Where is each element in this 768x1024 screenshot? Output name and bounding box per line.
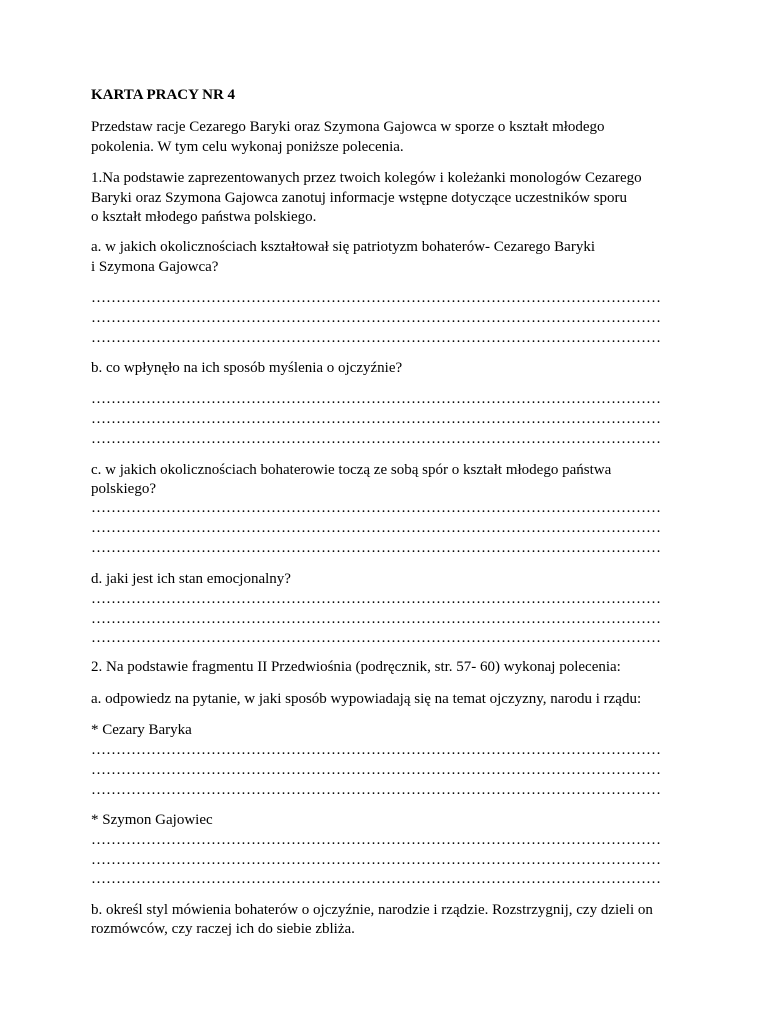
intro-line-1: Przedstaw racje Cezarego Baryki oraz Szymona Gajowca w sporze o kształt młodego [91, 119, 605, 135]
answer-line: …………………………………………………………………………………………………… [91, 762, 661, 778]
answer-line: …………………………………………………………………………………………………… [91, 630, 661, 646]
answer-line: …………………………………………………………………………………………………… [91, 591, 661, 607]
answer-line: …………………………………………………………………………………………………… [91, 540, 661, 556]
answer-line: …………………………………………………………………………………………………… [91, 782, 661, 798]
question-c-line-2: polskiego? [91, 481, 156, 497]
question-b: b. co wpłynęło na ich sposób myślenia o ojczyźnie? [91, 360, 403, 376]
answer-line: …………………………………………………………………………………………………… [91, 391, 661, 407]
answer-line: …………………………………………………………………………………………………… [91, 852, 661, 868]
question-c-line-1: c. w jakich okolicznościach bohaterowie toczą ze sobą spór o kształt młodego państwa [91, 462, 612, 478]
task2-heading: 2. Na podstawie fragmentu II Przedwiośnia (podręcznik, str. 57- 60) wykonaj polecenia: [91, 659, 621, 675]
question-a-line-2: i Szymona Gajowca? [91, 259, 219, 275]
person-cezary: * Cezary Baryka [91, 722, 192, 738]
task1-line-3: o kształt młodego państwa polskiego. [91, 209, 317, 225]
answer-line: …………………………………………………………………………………………………… [91, 611, 661, 627]
answer-line: …………………………………………………………………………………………………… [91, 742, 661, 758]
answer-line: …………………………………………………………………………………………………… [91, 520, 661, 536]
question-d: d. jaki jest ich stan emocjonalny? [91, 571, 291, 587]
answer-line: …………………………………………………………………………………………………… [91, 411, 661, 427]
answer-line: …………………………………………………………………………………………………… [91, 871, 661, 887]
answer-line: …………………………………………………………………………………………………… [91, 330, 661, 346]
worksheet-title: KARTA PRACY NR 4 [91, 87, 236, 103]
task1-line-1: 1.Na podstawie zaprezentowanych przez twoich kolegów i koleżanki monologów Cezarego [91, 170, 642, 186]
person-szymon: * Szymon Gajowiec [91, 812, 213, 828]
answer-line: …………………………………………………………………………………………………… [91, 310, 661, 326]
task2-b-line-2: rozmówców, czy raczej ich do siebie zbliża. [91, 921, 355, 937]
answer-line: …………………………………………………………………………………………………… [91, 500, 661, 516]
answer-line: …………………………………………………………………………………………………… [91, 431, 661, 447]
answer-line: …………………………………………………………………………………………………… [91, 290, 661, 306]
answer-line: …………………………………………………………………………………………………… [91, 832, 661, 848]
task2-a: a. odpowiedz na pytanie, w jaki sposób wypowiadają się na temat ojczyzny, narodu i rządu: [91, 691, 642, 707]
question-a-line-1: a. w jakich okolicznościach kształtował się patriotyzm bohaterów- Cezarego Baryki [91, 239, 595, 255]
intro-line-2: pokolenia. W tym celu wykonaj poniższe polecenia. [91, 139, 404, 155]
task1-line-2: Baryki oraz Szymona Gajowca zanotuj informacje wstępne dotyczące uczestników sporu [91, 190, 628, 206]
task2-b-line-1: b. określ styl mówienia bohaterów o ojczyźnie, narodzie i rządzie. Rozstrzygnij, czy dzieli on [91, 902, 653, 918]
